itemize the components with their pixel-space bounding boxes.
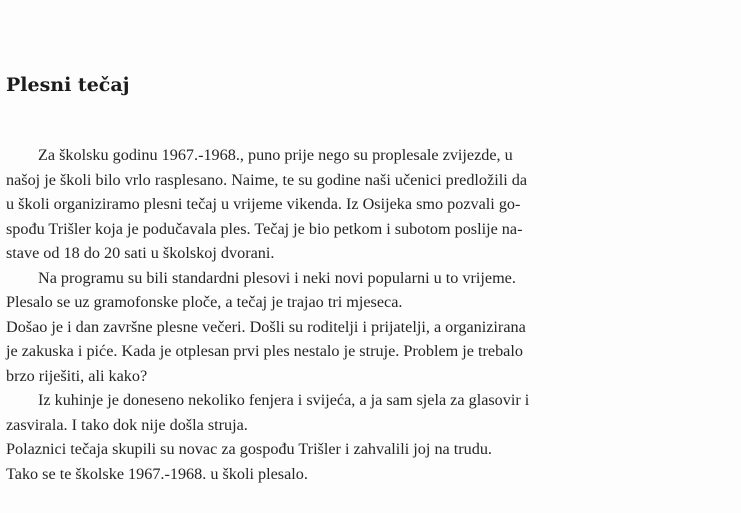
- body-line-13: Polaznici tečaja skupili su novac za gospođu Trišler i zahvalili joj na trudu.: [6, 440, 492, 458]
- body-line-1: Za školsku godinu 1967.-1968., puno prije nego su proplesale zvijezde, u: [38, 146, 513, 164]
- body-line-14: Tako se te školske 1967.-1968. u školi plesalo.: [6, 464, 308, 483]
- body-line-8: Došao je i dan završne plesne večeri. Došli su roditelji i prijatelji, a organizirana: [6, 317, 526, 336]
- body-line-6: Na programu su bili standardni plesovi i neki novi popularni u to vrijeme.: [38, 268, 516, 287]
- document-title: Plesni tečaj: [6, 74, 130, 96]
- body-line-9: je zakuska i piće. Kada je otplesan prvi ples nestalo je struje. Problem je trebalo: [6, 342, 523, 360]
- body-line-5: stave od 18 do 20 sati u školskoj dvorani.: [6, 244, 275, 262]
- body-line-3: u školi organiziramo plesni tečaj u vrijeme vikenda. Iz Osijeka smo pozvali go-: [6, 195, 521, 213]
- body-line-7: Plesalo se uz gramofonske ploče, a tečaj je trajao tri mjeseca.: [6, 293, 403, 311]
- body-line-10: brzo riješiti, ali kako?: [6, 366, 148, 385]
- body-line-2: našoj je školi bilo vrlo rasplesano. Naime, te su godine naši učenici predložili da: [6, 170, 528, 189]
- body-line-12: zasvirala. I tako dok nije došla struja.: [6, 415, 248, 434]
- body-line-4: spođu Trišler koja je podučavala ples. Tečaj je bio petkom i subotom poslije na-: [6, 219, 523, 238]
- body-line-11: Iz kuhinje je doneseno nekoliko fenjera i svijeća, a ja sam sjela za glasovir i: [38, 391, 530, 409]
- document-body: [6, 143, 706, 486]
